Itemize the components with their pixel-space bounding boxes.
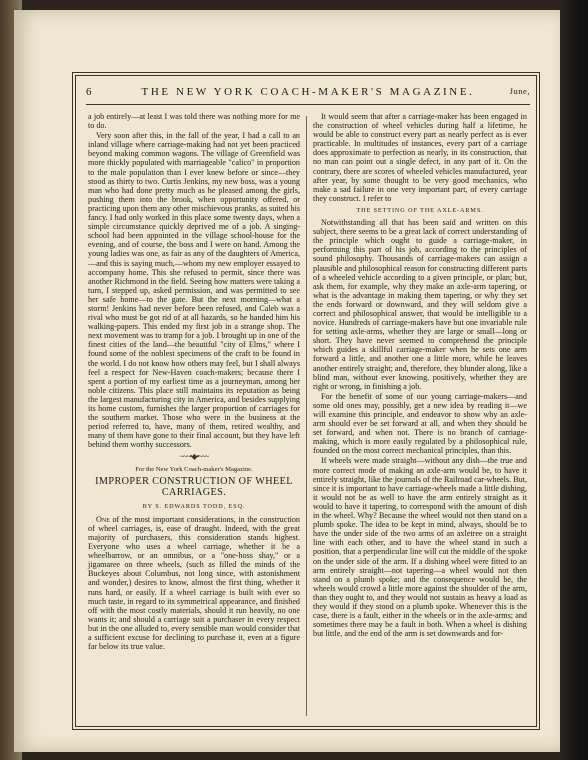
article-byline: BY S. EDWARDS TODD, ESQ. [142,502,246,510]
article-source: For the New York Coach-maker's Magazine. [135,465,253,473]
column-divider [306,116,307,716]
ornament-divider: ~~~•◆•~~~ [179,452,209,462]
first-word: One [96,514,110,524]
article-text: of the most important considerations, in the construction of wheel carriages, is, ease of draught. Indeed, with the great majority of purchasers, this consideration stands highest. Everyone who uses a wheel carriage, whether it be a wheelbarrow, or an omnibus, or a "one-hoss shay," or a jigamaree on three wheels, (such as filled the minds of the Buckeyes about Columbus, not long since, with astonishment and wonder,) desires to know, almost the first thing, whether it runs hard, or easily. If a wheel carriage is built with ever so much taste, in regard to its symmetrical appearance, and finished off with the most costly materials, should it run heavily, no one wants it; and should a carriage suit a purchaser in every respect but in the one alluded to, every sensible man would consider that a sufficient excuse for declining to purchase it, even at a figure far below its true value. [88,514,300,652]
article-title: IMPROPER CONSTRUCTION OF WHEEL CARRIAGES. [95,475,293,499]
section-subhead: THE SETTING OF THE AXLE-ARMS. [356,206,484,214]
running-header [86,86,530,100]
paragraph: It would seem that after a carriage-maker has been engaged in the construction of wheel vehicles during half a lifetime, he would be able to construct every part as nearly perfect as is ever practicable. In multitudes of instances, every part of a carriage does approximate to perfection as nearly, in its construction, that no man can point out a single defect, in any part of it. On the contrary, there are scores of wheeled vehicles manufactured, year after year, by some thought to be very good mechanics, who make a sad failure in one very important part, of every carriage they construct. I refer to [313,112,527,203]
header-rule [86,104,530,105]
paragraph: Very soon after this, in the fall of the year, I had a call to an inland village where carriage-making had not yet been practiced beyond making common wagons. The village of Greenfield was more thickly populated with marriageable "calico" in proportion to the male population than I ever knew before or since—they stood as thirty to two. Curtis Jenkins, my new boss, was a young man who had done pretty much as he pleased among the girls, pushing them into the brook, when opportunity offered, or practicing upon them any other mischievous pranks, as suited his fancy. I had only worked in this place some twenty days, when a simple circumstance quickly deprived me of a job. A singing-school had been appointed in the village school-house for the evening, and of course, the boss and I were on hand. Among the young ladies was one, as fair as any of the daughters of America,—and this is saying much,—whom my new employer essayed to accompany home. This she refused to permit, since there was another Richmond in the field. Seeing how matters were taking a turn, I stepped up, asked permission, and was permitted to see her safe home—to the gate. But the next morning—what a storm! Jenkins had never before been refused, and Caleb was a rival who must be got rid of at all hazards, so he handed him his walking-papers. This ended my first job in a strange shop. The next movement was to tramp for a job. I brought up in one of the finest cities of the land—the beautiful "city of Elms," where I found some of the noblest specimens of the craft to be found in the world. I do not know how others may feel, but I shall always feel a respect for New-Haven coach-makers; because there I spent a portion of my earliest time as a journeyman, among her noble citizens. This place still maintains its reputation as being the largest manufacturing city in America, and besides supplying its home custom, furnishes the larger proportion of carriages for the southern market. Those who were in the business at the period referred to, have, many of them, retired wealthy, and many of them have gone to their final account, but they have left behind them worthy successors. [88,131,300,450]
left-column [88,112,300,652]
paragraph: Notwithstanding all that has been said and written on this subject, there seems to be a great lack of correct understanding of the principle which ought to guide a carriage-maker, in performing this part of his job, according to the principles of sound philosophy. Thousands of carriage-makers can assign a plausible and philosophical reason for constructing different parts of a wheeled vehicle according to a given principle, or plan; but, ask them, for example, why they make an axle-arm tapering, or what is the advantage in making them tapering, or why they set the ends forward or downward, and they will seldom give a correct and philosophical answer, that would be intelligible to a novice. Hundreds of carriage-makers have but one invariable rule for setting axle-arms, whether they are large or small—long or short. They have never seemed to comprehend the principle which guides a skillful carriage-maker when he sets one arm forward a little, and another one a little more, while he leaves another entirely straight; and, therefore, they blunder along, like a blind man, without ever knowing, positively, whether they are right or wrong, in finishing a job. [313,218,527,391]
paragraph: For the benefit of some of our young carriage-makers—and some old ones may, possibly, get a new idea by reading it—we will examine this principle, and endeavor to show why an axle-arm should ever be set forward at all, and when they should be set forward, and when not. There is no branch of carriage-making, which is more easily regulated by a philosophical rule, founded on the most correct mechanical principles, than this. [313,391,527,456]
page-number: 6 [86,86,92,98]
dark-background [560,0,588,760]
magazine-title: THE NEW YORK COACH-MAKER'S MAGAZINE. [141,86,475,98]
issue-month: June, [509,86,530,96]
paragraph: If wheels were made straight—without any dish—the true and more correct mode of making an axle-arm would be, to have it entirely straight, like the journals of the Railroad car-wheels. But, since it is important to have carriage-wheels made a little dishing, it would not be as well to have the arm entirely straight as it would to have it tapering, to correspond with the amount of dish in the wheel. Why? Because the wheel would not then stand on a plumb spoke. The idea to be kept in mind, always, should be to have the under side of the two arms of an axletree on a straight line with each other, and to have the wheel stand in such a position, that a perpendicular line will cut the middle of the spoke on the under side of the arm. If a dishing wheel were fitted to an arm entirely straight—not tapering—a wheel would not then stand on a plumb spoke; and the consequence would be, the wheels would crowd a little more against the shoulder of the arm, than they ought to, and they would not sustain as heavy a load as they would if they stood on a plumb spoke. Whenever this is the case, there is a fault, either in the wheels or in the axle-arms; and sometimes there may be a fault in both. When a wheel is dishing but little, and the end of the arm is set downwards and for- [313,456,527,639]
right-column [313,112,527,639]
paragraph: a job entirely—at least I was told there was nothing more for me to do. [88,112,300,131]
article-paragraph [88,515,300,651]
